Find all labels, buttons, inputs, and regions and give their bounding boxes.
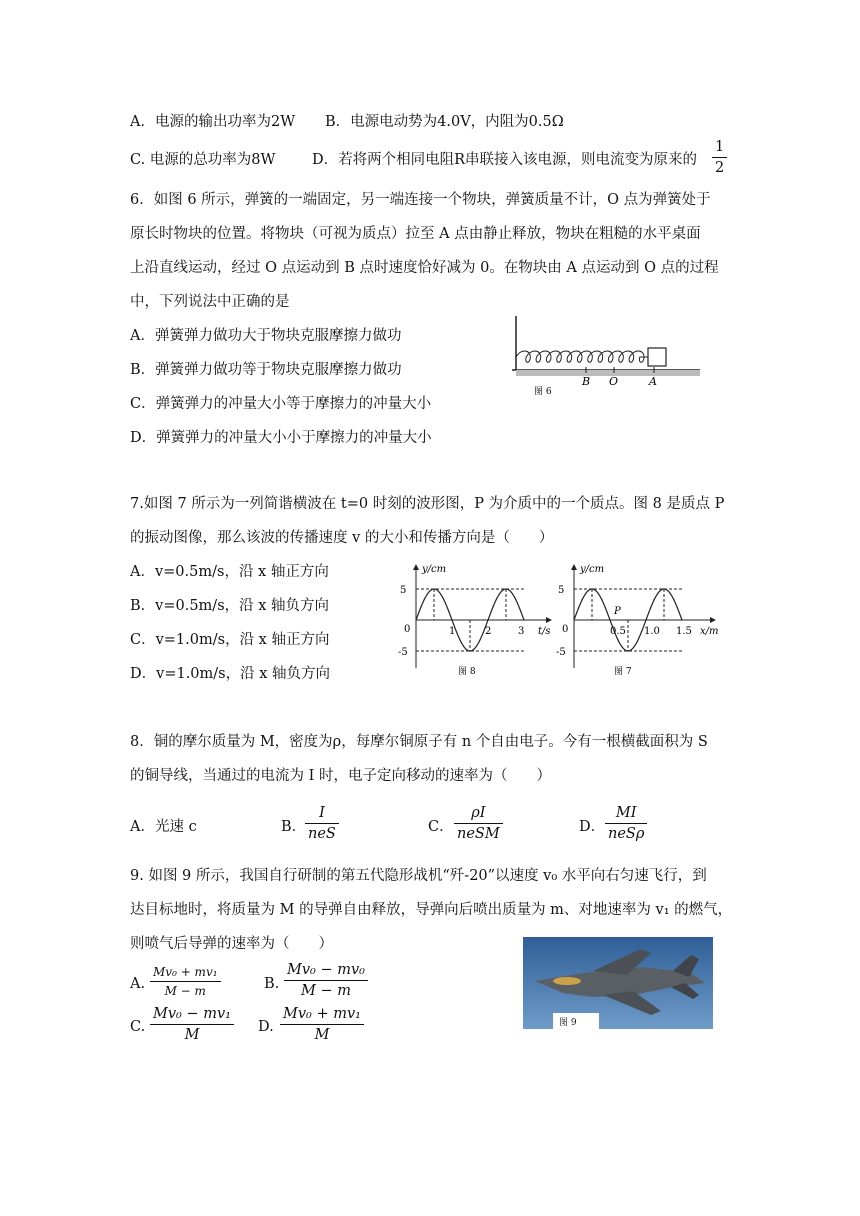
q5-fraction-den: 2 xyxy=(715,160,725,176)
q9-option-a-fraction xyxy=(150,965,221,998)
q8-option-c-fraction xyxy=(454,805,503,842)
q6-option-c: C．弹簧弹力的冲量大小等于摩擦力的冲量大小 xyxy=(130,396,432,412)
label-o: O xyxy=(609,375,619,388)
q9-option-c-num: Mv₀ − mv₁ xyxy=(150,1006,234,1025)
q5-fraction xyxy=(712,139,727,176)
table-hatch xyxy=(516,370,700,376)
figure-7-wave-graph xyxy=(550,558,728,680)
fig8-ytick-5: 5 xyxy=(400,585,407,596)
fig8-xlabel: t/s xyxy=(538,626,551,637)
q7-option-a: A．v=0.5m/s，沿 x 轴正方向 xyxy=(130,564,329,580)
q7-option-b: B．v=0.5m/s，沿 x 轴负方向 xyxy=(130,598,330,614)
figure-6-spring xyxy=(508,312,708,402)
q8-option-b-den: neS xyxy=(308,826,336,842)
q9-option-b-fraction xyxy=(284,962,368,999)
q6-line-3: 上沿直线运动，经过 O 点运动到 B 点时速度恰好减为 0。在物块由 A 点运动到 O 点的过程 xyxy=(130,260,719,276)
q6-option-b: B．弹簧弹力做功等于物块克服摩擦力做功 xyxy=(130,362,402,378)
label-b: B xyxy=(582,375,591,388)
q9-option-a-den: M − m xyxy=(164,984,206,998)
q6-option-d: D．弹簧弹力的冲量大小小于摩擦力的冲量大小 xyxy=(130,430,432,446)
figure-9-caption: 图 9 xyxy=(559,1018,577,1028)
q7-option-c: C．v=1.0m/s，沿 x 轴正方向 xyxy=(130,632,330,648)
fig7-ytick-neg5: -5 xyxy=(556,647,566,658)
q9-line-2: 达目标地时，将质量为 M 的导弹自由释放，导弹向后喷出质量为 m、对地速率为 v₁ 的燃气， xyxy=(130,902,733,918)
fig7-xtick-0-5: 0.5 xyxy=(610,626,626,637)
q7-option-d: D．v=1.0m/s，沿 x 轴负方向 xyxy=(130,666,330,682)
q5-option-d: D．若将两个相同电阻R串联接入该电源，则电流变为原来的 xyxy=(312,152,698,168)
fig8-ylabel: y/cm xyxy=(422,564,447,575)
q8-option-a: A．光速 c xyxy=(130,819,197,835)
q6-line-2: 原长时物块的位置。将物块（可视为质点）拉至 A 点由静止释放，物块在粗糙的水平桌面 xyxy=(130,226,701,242)
q8-option-c-label: C． xyxy=(428,819,454,835)
fig7-xtick-1-0: 1.0 xyxy=(644,626,660,637)
q8-option-d-num: MI xyxy=(605,805,647,824)
spring xyxy=(516,351,648,362)
q8-line-1: 8．铜的摩尔质量为 M，密度为ρ，每摩尔铜原子有 n 个自由电子。今有一根横截面积为 S xyxy=(130,734,708,750)
q5-fraction-num: 1 xyxy=(712,139,727,158)
fig7-x-arrow xyxy=(710,617,716,623)
fig8-y-arrow xyxy=(413,564,419,570)
figure-6-caption: 图 6 xyxy=(534,387,552,397)
q9-option-b-num: Mv₀ − mv₀ xyxy=(284,962,368,981)
q9-option-c-label: C. xyxy=(130,1019,146,1035)
q9-option-c-fraction xyxy=(150,1006,234,1043)
q8-option-c-den: neSM xyxy=(457,826,500,842)
q8-option-b-fraction xyxy=(305,805,339,842)
q9-option-c-den: M xyxy=(184,1027,200,1043)
fig7-ylabel: y/cm xyxy=(580,564,605,575)
q5-option-c: C. 电源的总功率为8W xyxy=(130,152,276,168)
q6-line-1: 6．如图 6 所示，弹簧的一端固定，另一端连接一个物块，弹簧质量不计，O 点为弹簧处于 xyxy=(130,192,711,208)
label-a: A xyxy=(649,375,657,388)
q8-option-b-label: B． xyxy=(281,819,307,835)
fig7-ytick-0: 0 xyxy=(562,624,569,635)
q9-line-3: 则喷气后导弹的速率为（ ） xyxy=(130,936,333,952)
fig7-ytick-5: 5 xyxy=(558,585,565,596)
q8-option-d-den: neSρ xyxy=(608,826,645,842)
q9-option-b-den: M − m xyxy=(301,983,351,999)
fig8-caption: 图 8 xyxy=(458,667,476,677)
fig7-y-arrow xyxy=(571,564,577,570)
q8-option-d-fraction xyxy=(605,805,647,842)
q9-option-a-num: Mv₀ + mv₁ xyxy=(150,965,221,982)
fig7-xtick-1-5: 1.5 xyxy=(676,626,692,637)
fig8-ytick-neg5: -5 xyxy=(398,647,408,658)
q7-line-2: 的振动图像，那么该波的传播速度 v 的大小和传播方向是（ ） xyxy=(130,530,554,546)
fig7-xlabel: x/m xyxy=(700,626,719,637)
q9-option-a-label: A. xyxy=(130,976,146,992)
fig8-xtick-3: 3 xyxy=(518,626,525,637)
fig7-caption: 图 7 xyxy=(614,667,632,677)
q9-option-d-label: D. xyxy=(258,1019,274,1035)
q8-option-c-num: ρI xyxy=(454,805,503,824)
q9-option-d-num: Mv₀ + mv₁ xyxy=(280,1006,364,1025)
q8-option-b-num: I xyxy=(305,805,339,824)
q9-option-b-label: B. xyxy=(264,976,280,992)
q8-line-2: 的铜导线，当通过的电流为 I 时，电子定向移动的速率为（ ） xyxy=(130,768,551,784)
figure-9-jet-photo xyxy=(523,937,713,1029)
q5-option-a: A．电源的输出功率为2W xyxy=(130,114,296,130)
q7-line-1: 7.如图 7 所示为一列简谐横波在 t=0 时刻的波形图，P 为介质中的一个质点。图 8 是质点 P xyxy=(130,496,725,512)
q9-option-d-fraction xyxy=(280,1006,364,1043)
block xyxy=(648,348,666,366)
q6-option-a: A．弹簧弹力做功大于物块克服摩擦力做功 xyxy=(130,328,402,344)
q9-line-1: 9. 如图 9 所示，我国自行研制的第五代隐形战机“歼-20”以速度 v₀ 水平向右匀速飞行，到 xyxy=(130,868,707,884)
q5-option-b: B．电源电动势为4.0V，内阻为0.5Ω xyxy=(325,114,564,130)
fig8-ytick-0: 0 xyxy=(404,624,411,635)
fig8-xtick-1: 1 xyxy=(449,626,456,637)
figure-8-vibration-graph xyxy=(392,558,565,680)
q6-line-4: 中，下列说法中正确的是 xyxy=(130,294,290,310)
q8-option-d-label: D． xyxy=(579,819,606,835)
fig8-xtick-2: 2 xyxy=(485,626,492,637)
fig7-point-p: P xyxy=(614,606,621,617)
q9-option-d-den: M xyxy=(314,1027,330,1043)
